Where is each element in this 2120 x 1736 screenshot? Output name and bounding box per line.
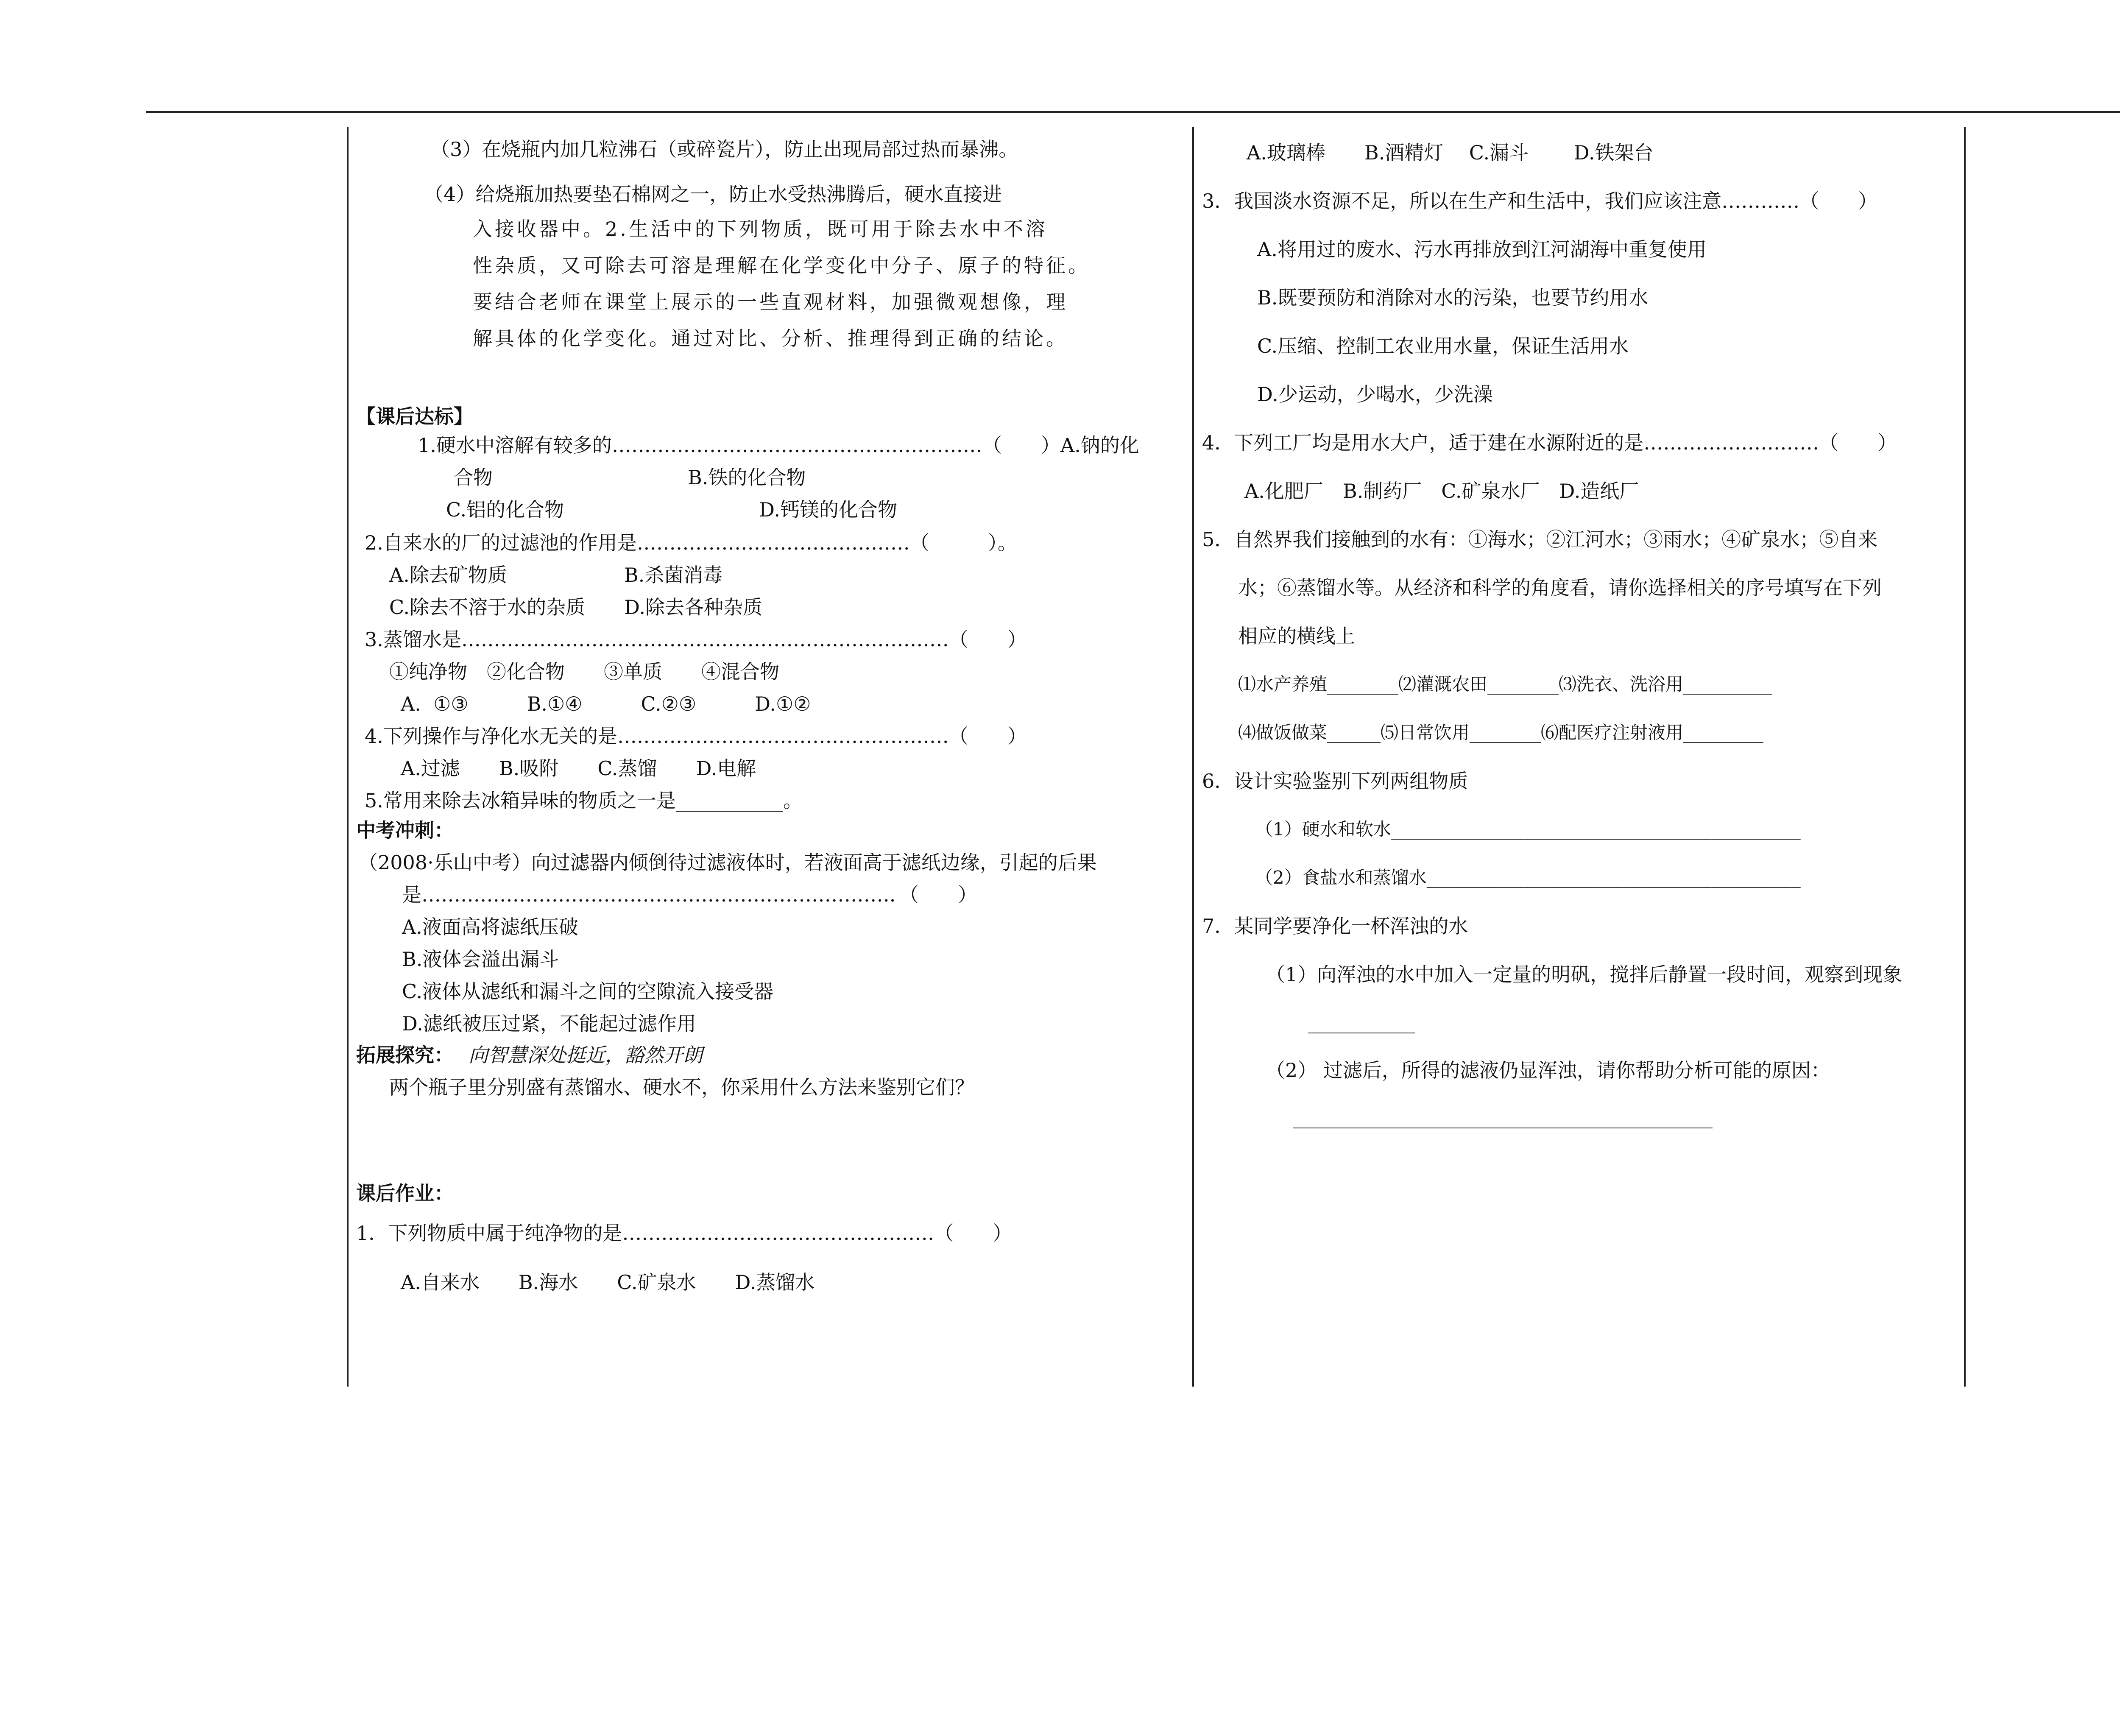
q4-stem: 4.下列操作与净化水无关的是……………………………………………（ ） xyxy=(365,725,1027,748)
r-q6-part-2: （2）食盐水和蒸馏水__________________________________________ xyxy=(1255,867,1801,888)
intro-line-5: 要结合老师在课堂上展示的一些直观材料，加强微观想像，理 xyxy=(473,290,1068,313)
left-column-border xyxy=(347,127,349,1387)
tuozhan-heading: 拓展探究： xyxy=(356,1044,454,1066)
hw1-options: A.自来水 B.海水 C.矿泉水 D.蒸馏水 xyxy=(401,1271,815,1294)
q2-options-cd: C.除去不溶于水的杂质 D.除去各种杂质 xyxy=(389,596,763,619)
r-q5-blanks-row-2: ⑷做饭做菜______⑸日常饮用________⑹配医疗注射液用_________ xyxy=(1238,722,1764,743)
r-q3-stem: 3．我国淡水资源不足，所以在生产和生活中，我们应该注意…………（ ） xyxy=(1202,190,1878,212)
r-q7-part-2: （2） 过滤后，所得的滤液仍显浑浊，请你帮助分析可能的原因： xyxy=(1266,1059,1830,1082)
tuozhan-motto: 向智慧深处挺近，豁然开朗 xyxy=(469,1044,703,1066)
q1-line-3: C.铝的化合物 D.钙镁的化合物 xyxy=(446,498,898,521)
q4-options: A.过滤 B.吸附 C.蒸馏 D.电解 xyxy=(401,757,756,780)
q2-options-ab: A.除去矿物质 B.杀菌消毒 xyxy=(389,564,723,586)
zhongkao-option-a: A.液面高将滤纸压破 xyxy=(402,915,578,938)
r-q5-line-2: 水；⑥蒸馏水等。从经济和科学的角度看，请你选择相关的序号填写在下列 xyxy=(1238,576,1882,599)
zhongkao-heading: 中考冲刺： xyxy=(356,819,454,842)
zhongkao-option-d: D.滤纸被压过紧，不能起过滤作用 xyxy=(402,1012,696,1035)
intro-line-1: （3）在烧瓶内加几粒沸石（或碎瓷片），防止出现局部过热而暴沸。 xyxy=(430,138,1018,161)
r-q7-stem: 7．某同学要净化一杯浑浊的水 xyxy=(1202,915,1468,938)
top-rule xyxy=(146,111,2120,113)
q3-stem: 3.蒸馏水是…………………………………………………………………（ ） xyxy=(365,628,1027,651)
r-q7-part-1: （1）向浑浊的水中加入一定量的明矾，搅拌后静置一段时间，观察到现象 xyxy=(1266,963,1902,986)
q3-items: ①纯净物 ②化合物 ③单质 ④混合物 xyxy=(389,660,779,683)
r-q3-option-c: C.压缩、控制工农业用水量，保证生活用水 xyxy=(1257,335,1629,357)
r-q5-blanks-row-1: ⑴水产养殖________⑵灌溉农田________⑶洗衣、洗浴用__________ xyxy=(1238,674,1773,695)
intro-line-3: 入接收器中。2.生活中的下列物质，既可用于除去水中不溶 xyxy=(473,218,1048,240)
r-q7-part-1-blank: ___________ xyxy=(1308,1010,1415,1033)
r-q6-part-1: （1）硬水和软水______________________________________________ xyxy=(1255,819,1801,840)
q3-options: A. ①③ B.①④ C.②③ D.①② xyxy=(401,692,811,715)
zhongkao-option-c: C.液体从滤纸和漏斗之间的空隙流入接受器 xyxy=(402,980,774,1003)
kehou-zuoye-heading: 课后作业： xyxy=(356,1182,454,1205)
intro-line-6: 解具体的化学变化。通过对比、分析、推理得到正确的结论。 xyxy=(473,327,1068,350)
intro-line-2: （4）给烧瓶加热要垫石棉网之一，防止水受热沸腾后，硬水直接进 xyxy=(424,183,1002,206)
zhongkao-option-b: B.液体会溢出漏斗 xyxy=(402,948,559,971)
middle-column-divider xyxy=(1192,127,1194,1387)
r-q3-option-a: A.将用过的废水、污水再排放到江河湖海中重复使用 xyxy=(1257,238,1707,261)
r-q6-stem: 6．设计实验鉴别下列两组物质 xyxy=(1202,770,1468,793)
q5-stem: 5.常用来除去冰箱异味的物质之一是___________。 xyxy=(365,789,803,812)
r-q4-options: A.化肥厂 B.制药厂 C.矿泉水厂 D.造纸厂 xyxy=(1244,480,1639,502)
r-options-top: A.玻璃棒 B.酒精灯 C.漏斗 D.铁架台 xyxy=(1247,141,1654,164)
hw1-stem: 1．下列物质中属于纯净物的是…………………………………………（ ） xyxy=(356,1222,1013,1245)
q1-line-1: 1.硬水中溶解有较多的…………………………………………………（ ）A.钠的化 xyxy=(418,434,1139,457)
r-q5-line-1: 5．自然界我们接触到的水有：①海水；②江河水；③雨水；④矿泉水；⑤自来 xyxy=(1202,528,1878,551)
kehou-dabiao-heading: 【课后达标】 xyxy=(356,405,473,428)
intro-line-4: 性杂质，又可除去可溶是理解在化学变化中分子、原子的特征。 xyxy=(473,254,1090,277)
r-q5-line-3: 相应的横线上 xyxy=(1238,625,1355,648)
r-q3-option-d: D.少运动，少喝水，少洗澡 xyxy=(1257,383,1493,406)
r-q4-stem: 4．下列工厂均是用水大户，适于建在水源附近的是………………………（ ） xyxy=(1202,431,1897,454)
r-q7-part-2-blank: ___________________________________________ xyxy=(1293,1105,1713,1128)
zhongkao-line-1: （2008·乐山中考）向过滤器内倾倒待过滤液体时，若液面高于滤纸边缘，引起的后果 xyxy=(358,851,1097,874)
r-q3-option-b: B.既要预防和消除对水的污染，也要节约用水 xyxy=(1257,286,1649,309)
right-column-border xyxy=(1964,127,1966,1387)
tuozhan-question: 两个瓶子里分别盛有蒸馏水、硬水不，你采用什么方法来鉴别它们？ xyxy=(389,1076,974,1099)
q1-line-2: 合物 B.铁的化合物 xyxy=(454,466,806,489)
zhongkao-line-2: 是………………………………………………………………．（ ） xyxy=(402,883,977,906)
q2-stem: 2.自来水的厂的过滤池的作用是……………………………………（ ）。 xyxy=(365,531,1017,554)
